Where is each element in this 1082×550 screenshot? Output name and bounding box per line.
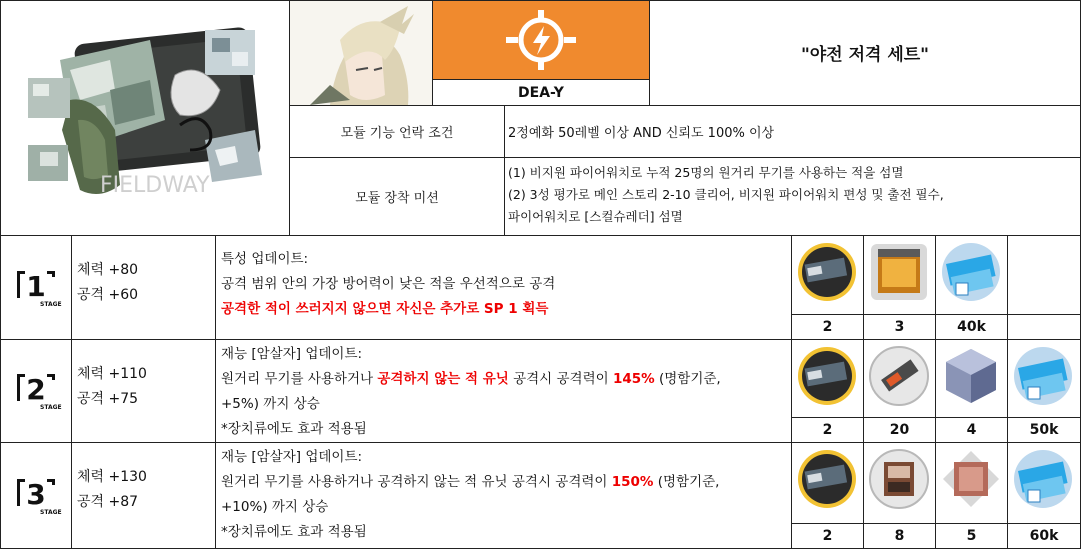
module-data-block-icon — [796, 241, 858, 303]
stage-3-mat-1-qty: 2 — [792, 523, 863, 548]
stage-3-mat-1 — [792, 443, 864, 549]
stage-1-badge — [0, 236, 72, 340]
stage-1-title: 특성 업데이트: — [221, 251, 309, 267]
stage-1-atk: 공격 +60 — [77, 287, 139, 303]
stage-3-atk: 공격 +87 — [77, 494, 139, 510]
d32-steel-icon — [940, 448, 1002, 510]
stage-3-effect — [216, 443, 792, 549]
svg-text:STAGE: STAGE — [39, 404, 62, 411]
stage-1-mat-2-qty: 3 — [864, 314, 935, 339]
stage-3-line-1-a: 원거리 무기를 사용하거나 공격하지 않는 적 유닛 공격시 공격력이 — [221, 474, 612, 490]
mission-line-2: (2) 3성 평가로 메인 스토리 2-10 클리어, 비지원 파이어워치 편성 및 출전 필수, — [508, 187, 944, 202]
stage-2-mat-1 — [792, 340, 864, 443]
stage-1-mat-4-qty — [1008, 314, 1080, 339]
stage-3-line-3: *장치류에도 효과 적용됨 — [221, 524, 367, 540]
stage-1-effect — [216, 236, 792, 340]
module-data-block-icon — [796, 345, 858, 407]
stage-1-mat-1-qty: 2 — [792, 314, 863, 339]
stage-3-mat-4 — [1008, 443, 1081, 549]
stage-3-mat-4-qty: 60k — [1008, 523, 1080, 548]
stage-2-title: 재능 [암살자] 업데이트: — [221, 346, 363, 362]
unlock-condition-value: 2정예화 50레벨 이상 AND 신뢰도 100% 이상 — [505, 106, 1081, 158]
stage-3-mat-3-qty: 5 — [936, 523, 1007, 548]
mission-label: 모듈 장착 미션 — [290, 158, 505, 236]
stage-2-mat-2-qty: 20 — [864, 417, 935, 442]
stage-2-mat-1-qty: 2 — [792, 417, 863, 442]
stage-2-number: 2 — [25, 373, 46, 406]
stage-2-highlight-target: 공격하지 않는 적 유닛 — [377, 371, 509, 387]
stage-1-stats — [72, 236, 216, 340]
stage-2-mat-2 — [864, 340, 936, 443]
stage-3-mat-2-qty: 8 — [864, 523, 935, 548]
module-name: "야전 저격 세트" — [650, 0, 1081, 106]
crosshair-lightning-icon — [506, 10, 576, 70]
svg-text:STAGE: STAGE — [39, 508, 62, 516]
module-image-cell — [0, 0, 290, 236]
module-image — [0, 0, 289, 235]
lmd-ticket-icon — [940, 241, 1002, 303]
stage-3-line-1-e: (명함기준, — [653, 474, 720, 490]
data-supplement-instrument-icon — [868, 448, 930, 510]
stage-1-line-1: 공격 범위 안의 가장 방어력이 낮은 적을 우선적으로 공격 — [221, 276, 556, 292]
module-image-caption: FIELDWAY — [100, 173, 210, 198]
stage-2-mat-3 — [936, 340, 1008, 443]
stage-1-mat-3-qty: 40k — [936, 314, 1007, 339]
stage-2-mat-4-qty: 50k — [1008, 417, 1080, 442]
svg-text:STAGE: STAGE — [39, 300, 62, 308]
stage-2-icon — [13, 368, 62, 414]
stage-3-badge — [0, 443, 72, 549]
bipolar-nanoflake-icon — [940, 345, 1002, 407]
stage-2-mat-4 — [1008, 340, 1081, 443]
operator-portrait — [290, 0, 432, 105]
stage-1-mat-3 — [936, 236, 1008, 340]
stage-2-line-3: *장치류에도 효과 적용됨 — [221, 421, 367, 437]
stage-2-stats — [72, 340, 216, 443]
stage-2-atk: 공격 +75 — [77, 391, 139, 407]
stage-2-mat-3-qty: 4 — [936, 417, 1007, 442]
stage-2-badge — [0, 340, 72, 443]
stage-1-mat-1 — [792, 236, 864, 340]
stage-3-hp: 체력 +130 — [77, 469, 147, 485]
module-data-block-icon — [796, 448, 858, 510]
stage-3-line-2: +10%) 까지 상승 — [221, 499, 329, 515]
stage-3-mat-2 — [864, 443, 936, 549]
mission-line-3: 파이어워치로 [스컬슈레더] 섬멸 — [508, 209, 683, 224]
stage-1-mat-4 — [1008, 236, 1081, 340]
polymerization-reagent-icon — [868, 241, 930, 303]
mission-description — [505, 158, 1081, 236]
mission-line-1: (1) 비지원 파이어워치로 누적 25명의 원거리 무기를 사용하는 적을 섬멸 — [508, 165, 904, 180]
stage-1-number: 1 — [25, 269, 46, 303]
stage-1-line-2: 공격한 적이 쓰러지지 않으면 자신은 추가로 SP 1 획득 — [221, 301, 549, 317]
module-code: DEA-Y — [433, 80, 650, 106]
stage-2-line-2: +5%) 까지 상승 — [221, 396, 320, 412]
stage-2-highlight-percent: 145% — [612, 371, 655, 387]
lmd-ticket-icon — [1012, 345, 1074, 407]
stage-3-stats — [72, 443, 216, 549]
stage-2-line-1 — [221, 367, 791, 392]
stage-1-mat-2 — [864, 236, 936, 340]
stage-1-icon — [13, 265, 62, 311]
stage-3-title: 재능 [암살자] 업데이트: — [221, 449, 363, 465]
stage-3-highlight-percent: 150% — [611, 474, 654, 490]
operator-portrait-cell — [290, 0, 433, 106]
unlock-condition-label: 모듈 기능 언락 조건 — [290, 106, 505, 158]
stage-3-line-1 — [221, 470, 791, 495]
stage-2-hp: 체력 +110 — [77, 366, 147, 382]
data-supplement-stick-icon — [868, 345, 930, 407]
stage-1-hp: 체력 +80 — [77, 262, 139, 278]
stage-3-icon — [13, 473, 62, 519]
lmd-ticket-icon — [1012, 448, 1074, 510]
stage-2-line-1-a: 원거리 무기를 사용하거나 — [221, 371, 378, 387]
stage-2-effect — [216, 340, 792, 443]
module-type-icon-cell — [433, 0, 650, 80]
stage-2-line-1-c: 공격시 공격력이 — [508, 371, 613, 387]
stage-3-mat-3 — [936, 443, 1008, 549]
stage-2-line-1-e: (명함기준, — [654, 371, 721, 387]
stage-3-number: 3 — [25, 477, 46, 511]
